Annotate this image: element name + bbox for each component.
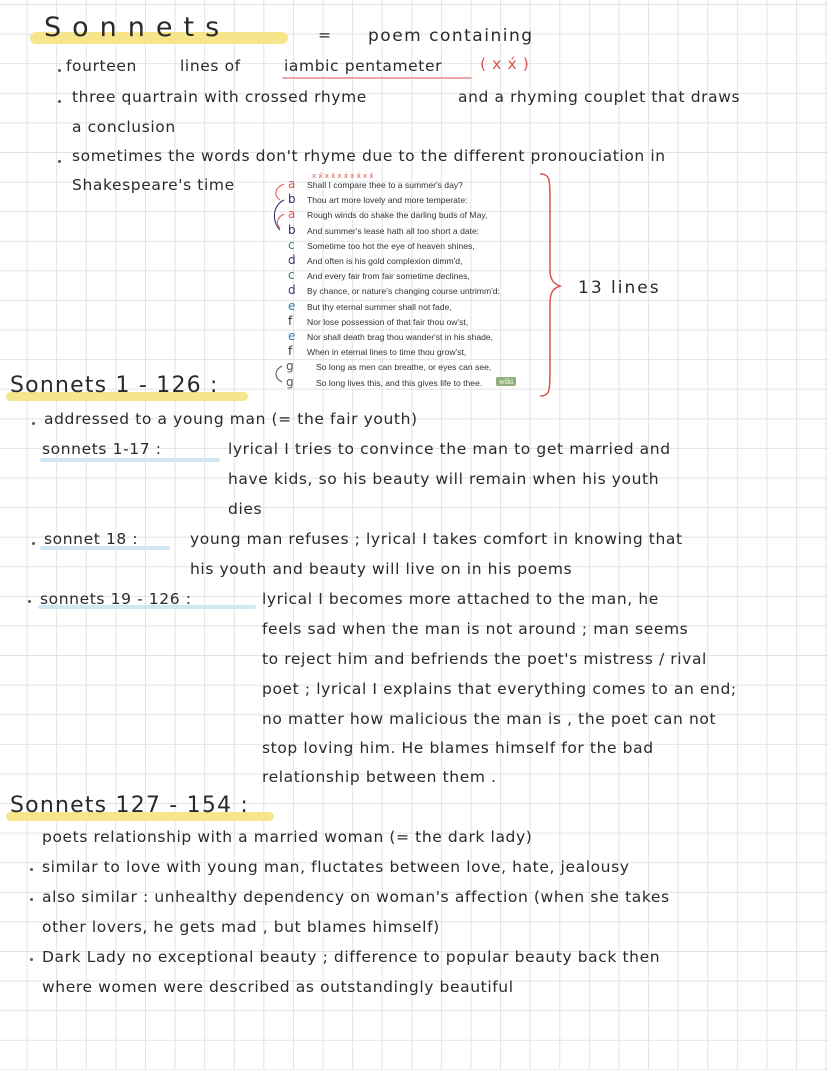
sonnet-line: So long lives this, and this gives life to thee. — [316, 377, 483, 388]
bullet — [32, 422, 35, 425]
intro-bullet-shakespeare-time: Shakespeare's time — [72, 176, 235, 194]
section1-intro: addressed to a young man (= the fair youth) — [44, 410, 418, 428]
section2-line: where women were described as outstandingly beautiful — [42, 978, 514, 996]
item-label-sonnets-1-17: sonnets 1-17 : — [42, 440, 162, 458]
definition-line-lines-of: lines of — [180, 57, 241, 75]
section2-heading: Sonnets 127 - 154 : — [10, 793, 250, 818]
rhyme-letter-f: f — [288, 344, 293, 359]
iambic-underline — [282, 77, 472, 79]
bullet — [58, 100, 61, 103]
item-text: no matter how malicious the man is , the poet can not — [262, 710, 717, 728]
item-text: feels sad when the man is not around ; man seems — [262, 620, 689, 638]
page-title: Sonnets — [44, 12, 231, 43]
iambic-pentameter: iambic pentameter — [284, 57, 443, 75]
definition-line-fourteen: fourteen — [66, 57, 137, 75]
definition-text: poem containing — [368, 26, 534, 46]
sonnet-line: Nor shall death brag thou wander'st in his shade, — [307, 332, 494, 342]
sonnet-line: But thy eternal summer shall not fade, — [307, 301, 452, 312]
meter-symbol: ( x x́ ) — [480, 55, 530, 73]
section2-line: also similar : unhealthy dependency on woman's affection (when she takes — [42, 888, 670, 906]
intro-bullet-pronunciation: sometimes the words don't rhyme due to the different pronouciation in — [72, 147, 666, 165]
sonnet-18-excerpt — [272, 170, 534, 396]
rhyme-letter-a: a — [288, 177, 296, 191]
label-highlight — [40, 458, 220, 462]
sonnet-line: Nor lose possession of that fair thou ow'st, — [307, 316, 469, 327]
lines-bracket — [536, 170, 566, 400]
section2-line: Dark Lady no exceptional beauty ; difference to popular beauty back then — [42, 948, 661, 966]
bullet — [32, 542, 35, 545]
intro-bullet-conclusion: a conclusion — [72, 118, 176, 136]
sonnet-line: Shall I compare thee to a summer's day? — [307, 180, 463, 190]
rhyme-letter-d: d — [288, 283, 296, 298]
item-text: poet ; lyrical I explains that everything comes to an end; — [262, 680, 737, 698]
bullet — [58, 69, 61, 72]
wiki-badge: wiki — [496, 377, 516, 386]
bullet — [58, 160, 61, 163]
sonnet-line: By chance, or nature's changing course untrimm'd: — [307, 286, 500, 297]
sonnet-line: And summer's lease hath all too short a date: — [307, 225, 480, 236]
bullet — [30, 868, 33, 871]
item-text: to reject him and befriends the poet's mistress / rival — [262, 650, 707, 668]
sonnet-line: Thou art more lovely and more temperate: — [307, 195, 468, 206]
rhyme-letter-c: c — [288, 268, 295, 283]
item-text: stop loving him. He blames himself for the bad — [262, 739, 654, 757]
item-text: lyrical I tries to convince the man to get married and — [228, 440, 671, 458]
item-text: young man refuses ; lyrical I takes comfort in knowing that — [190, 530, 683, 548]
sonnet-line: So long as men can breathe, or eyes can see, — [316, 362, 492, 373]
intro-bullet-couplet: and a rhyming couplet that draws — [458, 88, 741, 106]
item-text: his youth and beauty will live on in his poems — [190, 560, 573, 578]
item-label-sonnets-19-126: sonnets 19 - 126 : — [40, 590, 192, 608]
scansion-marks: x x́ x x́ x x́ x x́ x x́ — [312, 172, 374, 180]
section2-line: other lovers, he gets mad , but blames himself) — [42, 918, 440, 936]
item-text: have kids, so his beauty will remain when his youth — [228, 470, 660, 488]
rhyme-letter-f: f — [288, 313, 293, 328]
bullet — [30, 898, 33, 901]
intro-bullet-crossed-rhyme: three quartrain with crossed rhyme — [72, 88, 367, 106]
sonnet-line: And every fair from fair sometime declines, — [307, 271, 470, 282]
item-label-sonnet-18: sonnet 18 : — [44, 530, 139, 548]
section2-line: poets relationship with a married woman (= the dark lady) — [42, 828, 533, 846]
rhyme-letter-g: g — [286, 374, 294, 389]
item-text: dies — [228, 500, 263, 518]
sonnet-line: Rough winds do shake the darling buds of May, — [307, 210, 488, 221]
rhyme-letter-e: e — [288, 298, 296, 313]
item-text: relationship between them . — [262, 768, 497, 786]
rhyme-arcs — [268, 170, 288, 396]
rhyme-letter-g: g — [286, 359, 294, 374]
rhyme-letter-b: b — [288, 222, 296, 237]
section2-line: similar to love with young man, fluctates between love, hate, jealousy — [42, 858, 630, 876]
bullet — [30, 958, 33, 961]
rhyme-letter-a: a — [288, 207, 296, 222]
rhyme-letter-c: c — [288, 237, 295, 252]
rhyme-letter-d: d — [288, 253, 296, 267]
rhyme-letter-e: e — [288, 329, 296, 343]
bullet — [28, 600, 31, 603]
item-text: lyrical I becomes more attached to the man, he — [262, 590, 659, 608]
bracket-note-13-lines: 13 lines — [578, 278, 661, 298]
sonnet-line: And often is his gold complexion dimm'd, — [307, 256, 463, 266]
sonnet-line: Sometime too hot the eye of heaven shines, — [307, 240, 475, 251]
equals-sign: = — [318, 26, 332, 44]
section1-heading: Sonnets 1 - 126 : — [10, 373, 219, 398]
sonnet-line: When in eternal lines to time thou grow'st, — [307, 347, 467, 358]
rhyme-letter-b: b — [288, 192, 296, 207]
